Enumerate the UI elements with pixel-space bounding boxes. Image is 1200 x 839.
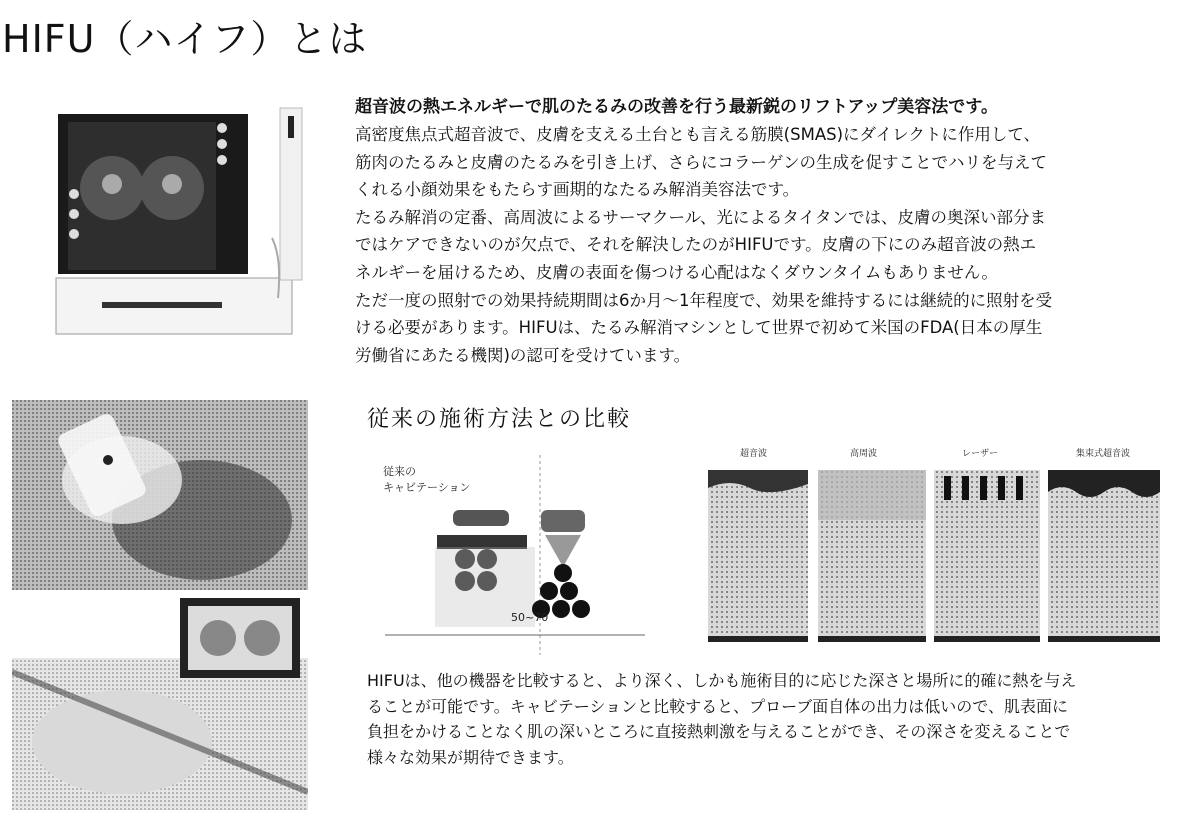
depth-label: 50~70 [511,611,549,624]
note-line: HIFUは、他の機器を比較すると、より深く、しかも施術目的に応じた深さと場所に的確に熱を与え [367,671,1077,690]
modality-panel [818,447,926,642]
intro-lead: 超音波の熱エネルギーで肌のたるみの改善を行う最新鋭のリフトアップ美容法です。 [355,97,998,117]
hifu-note [367,668,1197,770]
note-line: 負担をかけることなく肌の深いところに直接熱刺激を与えることができ、その深さを変えることで [367,722,1071,742]
intro-line: くれる小顔効果をもたらす画期的なたるみ解消美容法です。 [355,180,800,200]
intro-line: 労働省にあたる機関)の認可を受けています。 [355,345,691,365]
intro-line: ネルギーを届けるため、皮膚の表面を傷つける心配はなくダウンタイムもありません。 [355,262,998,282]
modality-panel [708,447,808,642]
modality-label: 集束式超音波 [1076,449,1131,459]
page-title: HIFU（ハイフ）とは [2,17,368,61]
note-line: ることが可能です。キャビテーションと比較すると、プローブ面自体の出力は低いので、肌表面に [367,696,1068,716]
modality-panel [1048,447,1160,642]
treatment-face-photo [12,400,308,590]
treatment-machine-photo [12,592,308,810]
intro-line: ける必要があります。HIFUは、たるみ解消マシンとして世界で初めて米国のFDA(日本の厚生 [355,318,1043,338]
intro-section [355,93,1195,369]
modality-label: 超音波 [740,449,768,459]
modality-comparison [700,440,1170,652]
intro-line: ではケアできないのが欠点で、それを解決したのがHIFUです。皮膚の下にのみ超音波の熱エ [355,235,1037,255]
intro-line: 高密度焦点式超音波で、皮膚を支える土台とも言える筋膜(SMAS)にダイレクトに作用して、 [355,125,1041,144]
intro-line: たるみ解消の定番、高周波によるサーマクール、光によるタイタンでは、皮膚の奥深い部分ま [355,207,1047,227]
modality-panel [934,448,1040,642]
cavitation-caption-2: キャビテーション [383,481,471,494]
note-line: 様々な効果が期待できます。 [367,747,574,767]
cavitation-caption-1: 従来の [383,465,416,478]
modality-label: 高周波 [850,449,878,459]
cavitation-diagram [365,455,665,655]
modality-label: レーザー [962,449,999,459]
comparison-title: 従来の施術方法との比較 [367,407,632,432]
intro-line: 筋肉のたるみと皮膚のたるみを引き上げ、さらにコラーゲンの生成を促すことでハリを与えて [355,152,1048,172]
hifu-device-photo [42,98,312,336]
intro-line: ただ一度の照射での効果持続期間は6か月～1年程度で、効果を維持するには継続的に照射を受 [355,290,1053,310]
